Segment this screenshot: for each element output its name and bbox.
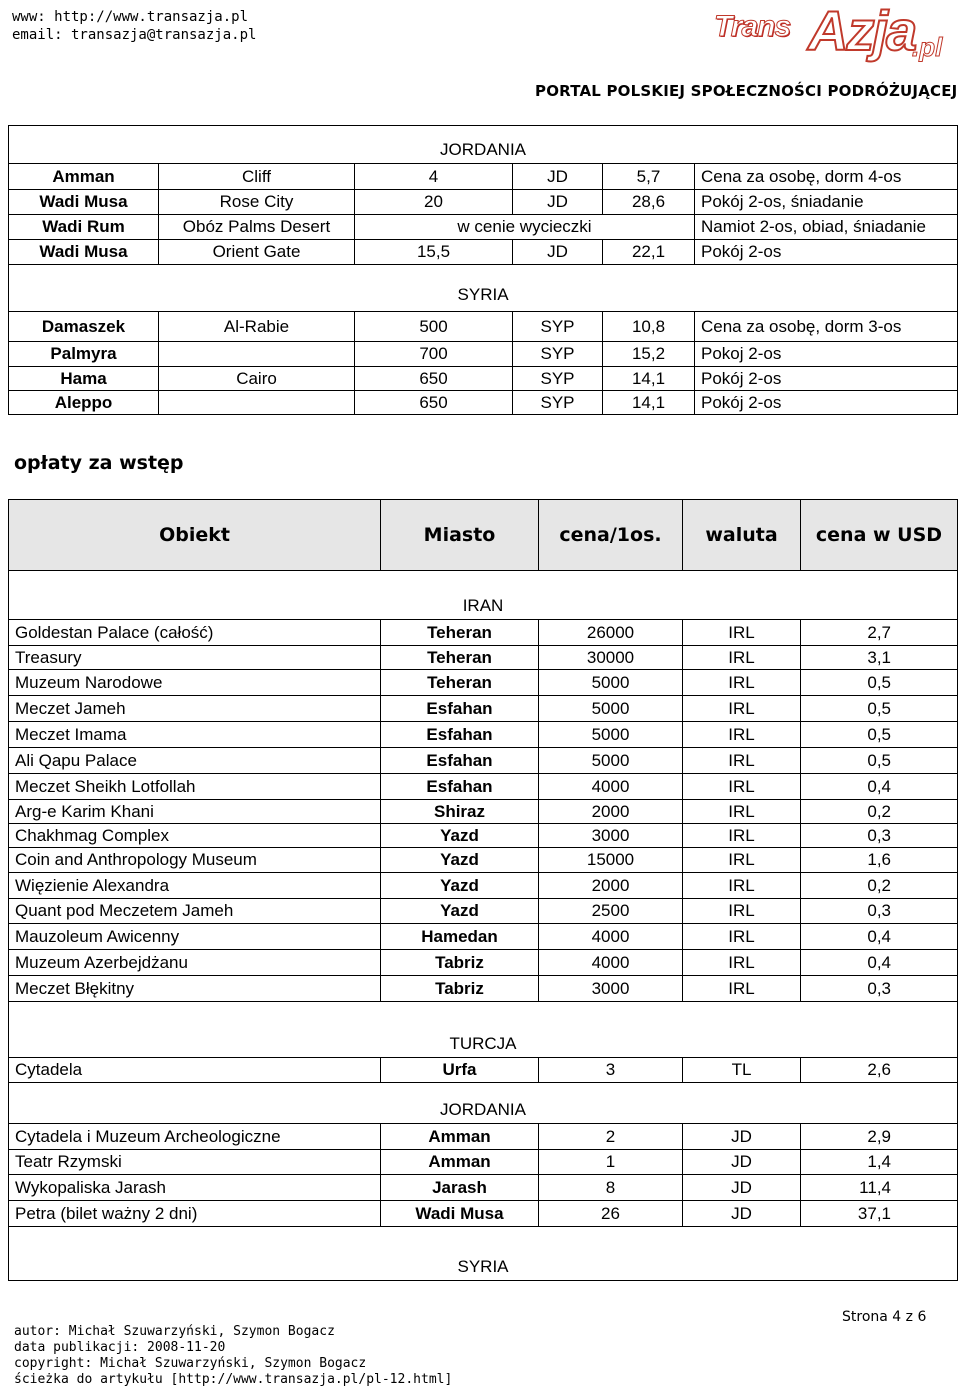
usd-cell: 0,5 — [801, 696, 958, 722]
usd-cell: 0,3 — [801, 899, 958, 924]
fee-row — [9, 899, 958, 924]
accommodation-row — [9, 312, 958, 342]
section-header: SYRIA — [9, 265, 958, 312]
object-cell: Goldestan Palace (całość) — [9, 620, 381, 646]
price-cell: 3 — [539, 1058, 683, 1083]
transazja-logo: Trans Azja .pl — [714, 0, 943, 62]
fee-row — [9, 1175, 958, 1201]
currency-cell: IRL — [683, 950, 801, 976]
fee-row — [9, 950, 958, 976]
usd-cell: 5,7 — [603, 164, 695, 190]
city-cell: Esfahan — [381, 748, 539, 774]
hotel-cell: Rose City — [159, 190, 355, 215]
note-cell: Cena za osobę, dorm 3-os — [695, 312, 958, 342]
currency-cell: JD — [513, 164, 603, 190]
object-cell: Meczet Jameh — [9, 696, 381, 722]
city-cell: Damaszek — [9, 312, 159, 342]
section-header-row — [9, 1227, 958, 1281]
note-cell: Pokój 2-os — [695, 367, 958, 391]
currency-cell: SYP — [513, 312, 603, 342]
city-cell: Amman — [381, 1124, 539, 1150]
usd-cell: 0,2 — [801, 873, 958, 899]
price-cell: 5000 — [539, 696, 683, 722]
currency-cell: IRL — [683, 848, 801, 873]
footer-path[interactable]: ścieżka do artykułu [http://www.transazja.pl/pl-12.html] — [14, 1372, 453, 1387]
price-cell: 5000 — [539, 748, 683, 774]
city-cell: Esfahan — [381, 774, 539, 800]
currency-cell: SYP — [513, 342, 603, 367]
accommodation-row — [9, 190, 958, 215]
accommodation-row — [9, 215, 958, 240]
object-cell: Petra (bilet ważny 2 dni) — [9, 1201, 381, 1227]
accommodation-row — [9, 391, 958, 415]
price-cell: 26000 — [539, 620, 683, 646]
note-cell: Pokój 2-os, śniadanie — [695, 190, 958, 215]
section-title: opłaty za wstęp — [14, 452, 184, 474]
object-cell: Muzeum Narodowe — [9, 670, 381, 696]
fee-row — [9, 824, 958, 848]
fee-row — [9, 1058, 958, 1083]
currency-cell: JD — [683, 1201, 801, 1227]
currency-cell: IRL — [683, 620, 801, 646]
fee-row — [9, 670, 958, 696]
currency-cell: IRL — [683, 873, 801, 899]
hotel-cell — [159, 342, 355, 367]
currency-cell: IRL — [683, 748, 801, 774]
fee-row — [9, 748, 958, 774]
portal-tagline: PORTAL POLSKIEJ SPOŁECZNOŚCI PODRÓŻUJĄCEJ — [535, 82, 958, 100]
fee-row — [9, 722, 958, 748]
section-header: JORDANIA — [9, 126, 958, 164]
header-price: cena/1os. — [539, 500, 683, 571]
usd-cell: 0,2 — [801, 800, 958, 824]
note-cell: Pokoj 2-os — [695, 342, 958, 367]
price-cell: 3000 — [539, 976, 683, 1002]
fee-row — [9, 774, 958, 800]
currency-cell: SYP — [513, 391, 603, 415]
usd-cell: 1,6 — [801, 848, 958, 873]
city-cell: Yazd — [381, 824, 539, 848]
city-cell: Teheran — [381, 620, 539, 646]
object-cell: Wykopaliska Jarash — [9, 1175, 381, 1201]
hotel-cell: Obóz Palms Desert — [159, 215, 355, 240]
object-cell: Teatr Rzymski — [9, 1150, 381, 1175]
usd-cell: 22,1 — [603, 240, 695, 265]
currency-cell: TL — [683, 1058, 801, 1083]
hotel-cell: Cairo — [159, 367, 355, 391]
city-cell: Wadi Musa — [9, 240, 159, 265]
city-cell: Yazd — [381, 899, 539, 924]
hotel-cell: Orient Gate — [159, 240, 355, 265]
fee-row — [9, 1150, 958, 1175]
note-cell: Pokój 2-os — [695, 391, 958, 415]
city-cell: Tabriz — [381, 950, 539, 976]
usd-cell: 28,6 — [603, 190, 695, 215]
price-cell: 15000 — [539, 848, 683, 873]
website-url[interactable]: www: http://www.transazja.pl — [12, 9, 249, 25]
currency-cell: IRL — [683, 924, 801, 950]
note-cell: Pokój 2-os — [695, 240, 958, 265]
price-cell: 1 — [539, 1150, 683, 1175]
price-cell: 4000 — [539, 950, 683, 976]
object-cell: Treasury — [9, 646, 381, 670]
price-cell: 3000 — [539, 824, 683, 848]
object-cell: Ali Qapu Palace — [9, 748, 381, 774]
city-cell: Esfahan — [381, 696, 539, 722]
currency-cell: JD — [683, 1124, 801, 1150]
currency-cell: IRL — [683, 824, 801, 848]
usd-cell: 0,3 — [801, 824, 958, 848]
site-info — [12, 8, 256, 44]
section-header: SYRIA — [9, 1227, 958, 1281]
city-cell: Hama — [9, 367, 159, 391]
usd-cell: 3,1 — [801, 646, 958, 670]
currency-cell: JD — [683, 1150, 801, 1175]
city-cell: Teheran — [381, 670, 539, 696]
object-cell: Arg-e Karim Khani — [9, 800, 381, 824]
usd-cell: 0,5 — [801, 722, 958, 748]
price-cell: 4 — [355, 164, 513, 190]
object-cell: Meczet Imama — [9, 722, 381, 748]
footer-copyright: copyright: Michał Szuwarzyński, Szymon Bogacz — [14, 1356, 367, 1371]
footer-date: data publikacji: 2008-11-20 — [14, 1340, 226, 1355]
fee-row — [9, 620, 958, 646]
object-cell: Cytadela — [9, 1058, 381, 1083]
fee-row — [9, 696, 958, 722]
city-cell: Teheran — [381, 646, 539, 670]
object-cell: Mauzoleum Awicenny — [9, 924, 381, 950]
currency-cell: IRL — [683, 670, 801, 696]
object-cell: Quant pod Meczetem Jameh — [9, 899, 381, 924]
hotel-cell: Cliff — [159, 164, 355, 190]
fees-header-row — [9, 500, 958, 571]
city-cell: Wadi Musa — [381, 1201, 539, 1227]
section-header-row — [9, 126, 958, 164]
price-cell: 30000 — [539, 646, 683, 670]
city-cell: Wadi Musa — [9, 190, 159, 215]
price-cell: 2 — [539, 1124, 683, 1150]
price-cell: 26 — [539, 1201, 683, 1227]
city-cell: Amman — [9, 164, 159, 190]
usd-cell: 14,1 — [603, 391, 695, 415]
usd-cell: 10,8 — [603, 312, 695, 342]
currency-cell: IRL — [683, 976, 801, 1002]
city-cell: Yazd — [381, 848, 539, 873]
accommodation-row — [9, 367, 958, 391]
usd-cell: 0,5 — [801, 670, 958, 696]
object-cell: Chakhmag Complex — [9, 824, 381, 848]
price-cell: 650 — [355, 391, 513, 415]
city-cell: Wadi Rum — [9, 215, 159, 240]
header-object: Obiekt — [9, 500, 381, 571]
usd-cell: 15,2 — [603, 342, 695, 367]
currency-cell: SYP — [513, 367, 603, 391]
price-cell: 5000 — [539, 722, 683, 748]
currency-cell: JD — [513, 240, 603, 265]
price-cell: 2500 — [539, 899, 683, 924]
usd-cell: 0,5 — [801, 748, 958, 774]
city-cell: Urfa — [381, 1058, 539, 1083]
header-currency: waluta — [683, 500, 801, 571]
page-number: Strona 4 z 6 — [842, 1309, 927, 1325]
usd-cell: 2,7 — [801, 620, 958, 646]
price-cell: 2000 — [539, 873, 683, 899]
price-cell: 500 — [355, 312, 513, 342]
currency-cell: IRL — [683, 722, 801, 748]
section-header: IRAN — [9, 571, 958, 620]
usd-cell: 37,1 — [801, 1201, 958, 1227]
entry-fees-table — [8, 499, 958, 1281]
fee-row — [9, 848, 958, 873]
fee-row — [9, 1124, 958, 1150]
currency-cell: JD — [513, 190, 603, 215]
usd-cell: 14,1 — [603, 367, 695, 391]
accommodation-row — [9, 240, 958, 265]
city-cell: Jarash — [381, 1175, 539, 1201]
object-cell: Meczet Błękitny — [9, 976, 381, 1002]
hotel-cell — [159, 391, 355, 415]
usd-cell: 0,4 — [801, 950, 958, 976]
usd-cell: 11,4 — [801, 1175, 958, 1201]
footer-author: autor: Michał Szuwarzyński, Szymon Bogacz — [14, 1324, 335, 1339]
accommodation-row — [9, 342, 958, 367]
fee-row — [9, 924, 958, 950]
city-cell: Esfahan — [381, 722, 539, 748]
section-header-row — [9, 265, 958, 312]
note-cell: Cena za osobę, dorm 4-os — [695, 164, 958, 190]
price-cell: 8 — [539, 1175, 683, 1201]
usd-cell: 2,9 — [801, 1124, 958, 1150]
city-cell: Amman — [381, 1150, 539, 1175]
header-usd: cena w USD — [801, 500, 958, 571]
footer-info — [14, 1324, 452, 1388]
section-header-row — [9, 1002, 958, 1058]
section-header: JORDANIA — [9, 1083, 958, 1124]
fee-row — [9, 646, 958, 670]
fee-row — [9, 1201, 958, 1227]
city-cell: Hamedan — [381, 924, 539, 950]
price-cell: w cenie wycieczki — [355, 215, 695, 240]
section-header: TURCJA — [9, 1002, 958, 1058]
city-cell: Aleppo — [9, 391, 159, 415]
price-cell: 20 — [355, 190, 513, 215]
usd-cell: 0,4 — [801, 774, 958, 800]
usd-cell: 1,4 — [801, 1150, 958, 1175]
price-cell: 4000 — [539, 924, 683, 950]
currency-cell: IRL — [683, 646, 801, 670]
price-cell: 2000 — [539, 800, 683, 824]
object-cell: Meczet Sheikh Lotfollah — [9, 774, 381, 800]
usd-cell: 0,3 — [801, 976, 958, 1002]
usd-cell: 2,6 — [801, 1058, 958, 1083]
object-cell: Cytadela i Muzeum Archeologiczne — [9, 1124, 381, 1150]
price-cell: 15,5 — [355, 240, 513, 265]
section-header-row — [9, 571, 958, 620]
price-cell: 700 — [355, 342, 513, 367]
price-cell: 5000 — [539, 670, 683, 696]
object-cell: Więzienie Alexandra — [9, 873, 381, 899]
currency-cell: IRL — [683, 800, 801, 824]
object-cell: Muzeum Azerbejdżanu — [9, 950, 381, 976]
accommodation-table — [8, 125, 958, 415]
city-cell: Shiraz — [381, 800, 539, 824]
usd-cell: 0,4 — [801, 924, 958, 950]
currency-cell: IRL — [683, 696, 801, 722]
fee-row — [9, 800, 958, 824]
fee-row — [9, 873, 958, 899]
city-cell: Tabriz — [381, 976, 539, 1002]
email-address[interactable]: email: transazja@transazja.pl — [12, 27, 257, 43]
city-cell: Yazd — [381, 873, 539, 899]
object-cell: Coin and Anthropology Museum — [9, 848, 381, 873]
currency-cell: JD — [683, 1175, 801, 1201]
fee-row — [9, 976, 958, 1002]
price-cell: 4000 — [539, 774, 683, 800]
city-cell: Palmyra — [9, 342, 159, 367]
hotel-cell: Al-Rabie — [159, 312, 355, 342]
price-cell: 650 — [355, 367, 513, 391]
accommodation-row — [9, 164, 958, 190]
currency-cell: IRL — [683, 899, 801, 924]
section-header-row — [9, 1083, 958, 1124]
note-cell: Namiot 2-os, obiad, śniadanie — [695, 215, 958, 240]
currency-cell: IRL — [683, 774, 801, 800]
header-city: Miasto — [381, 500, 539, 571]
